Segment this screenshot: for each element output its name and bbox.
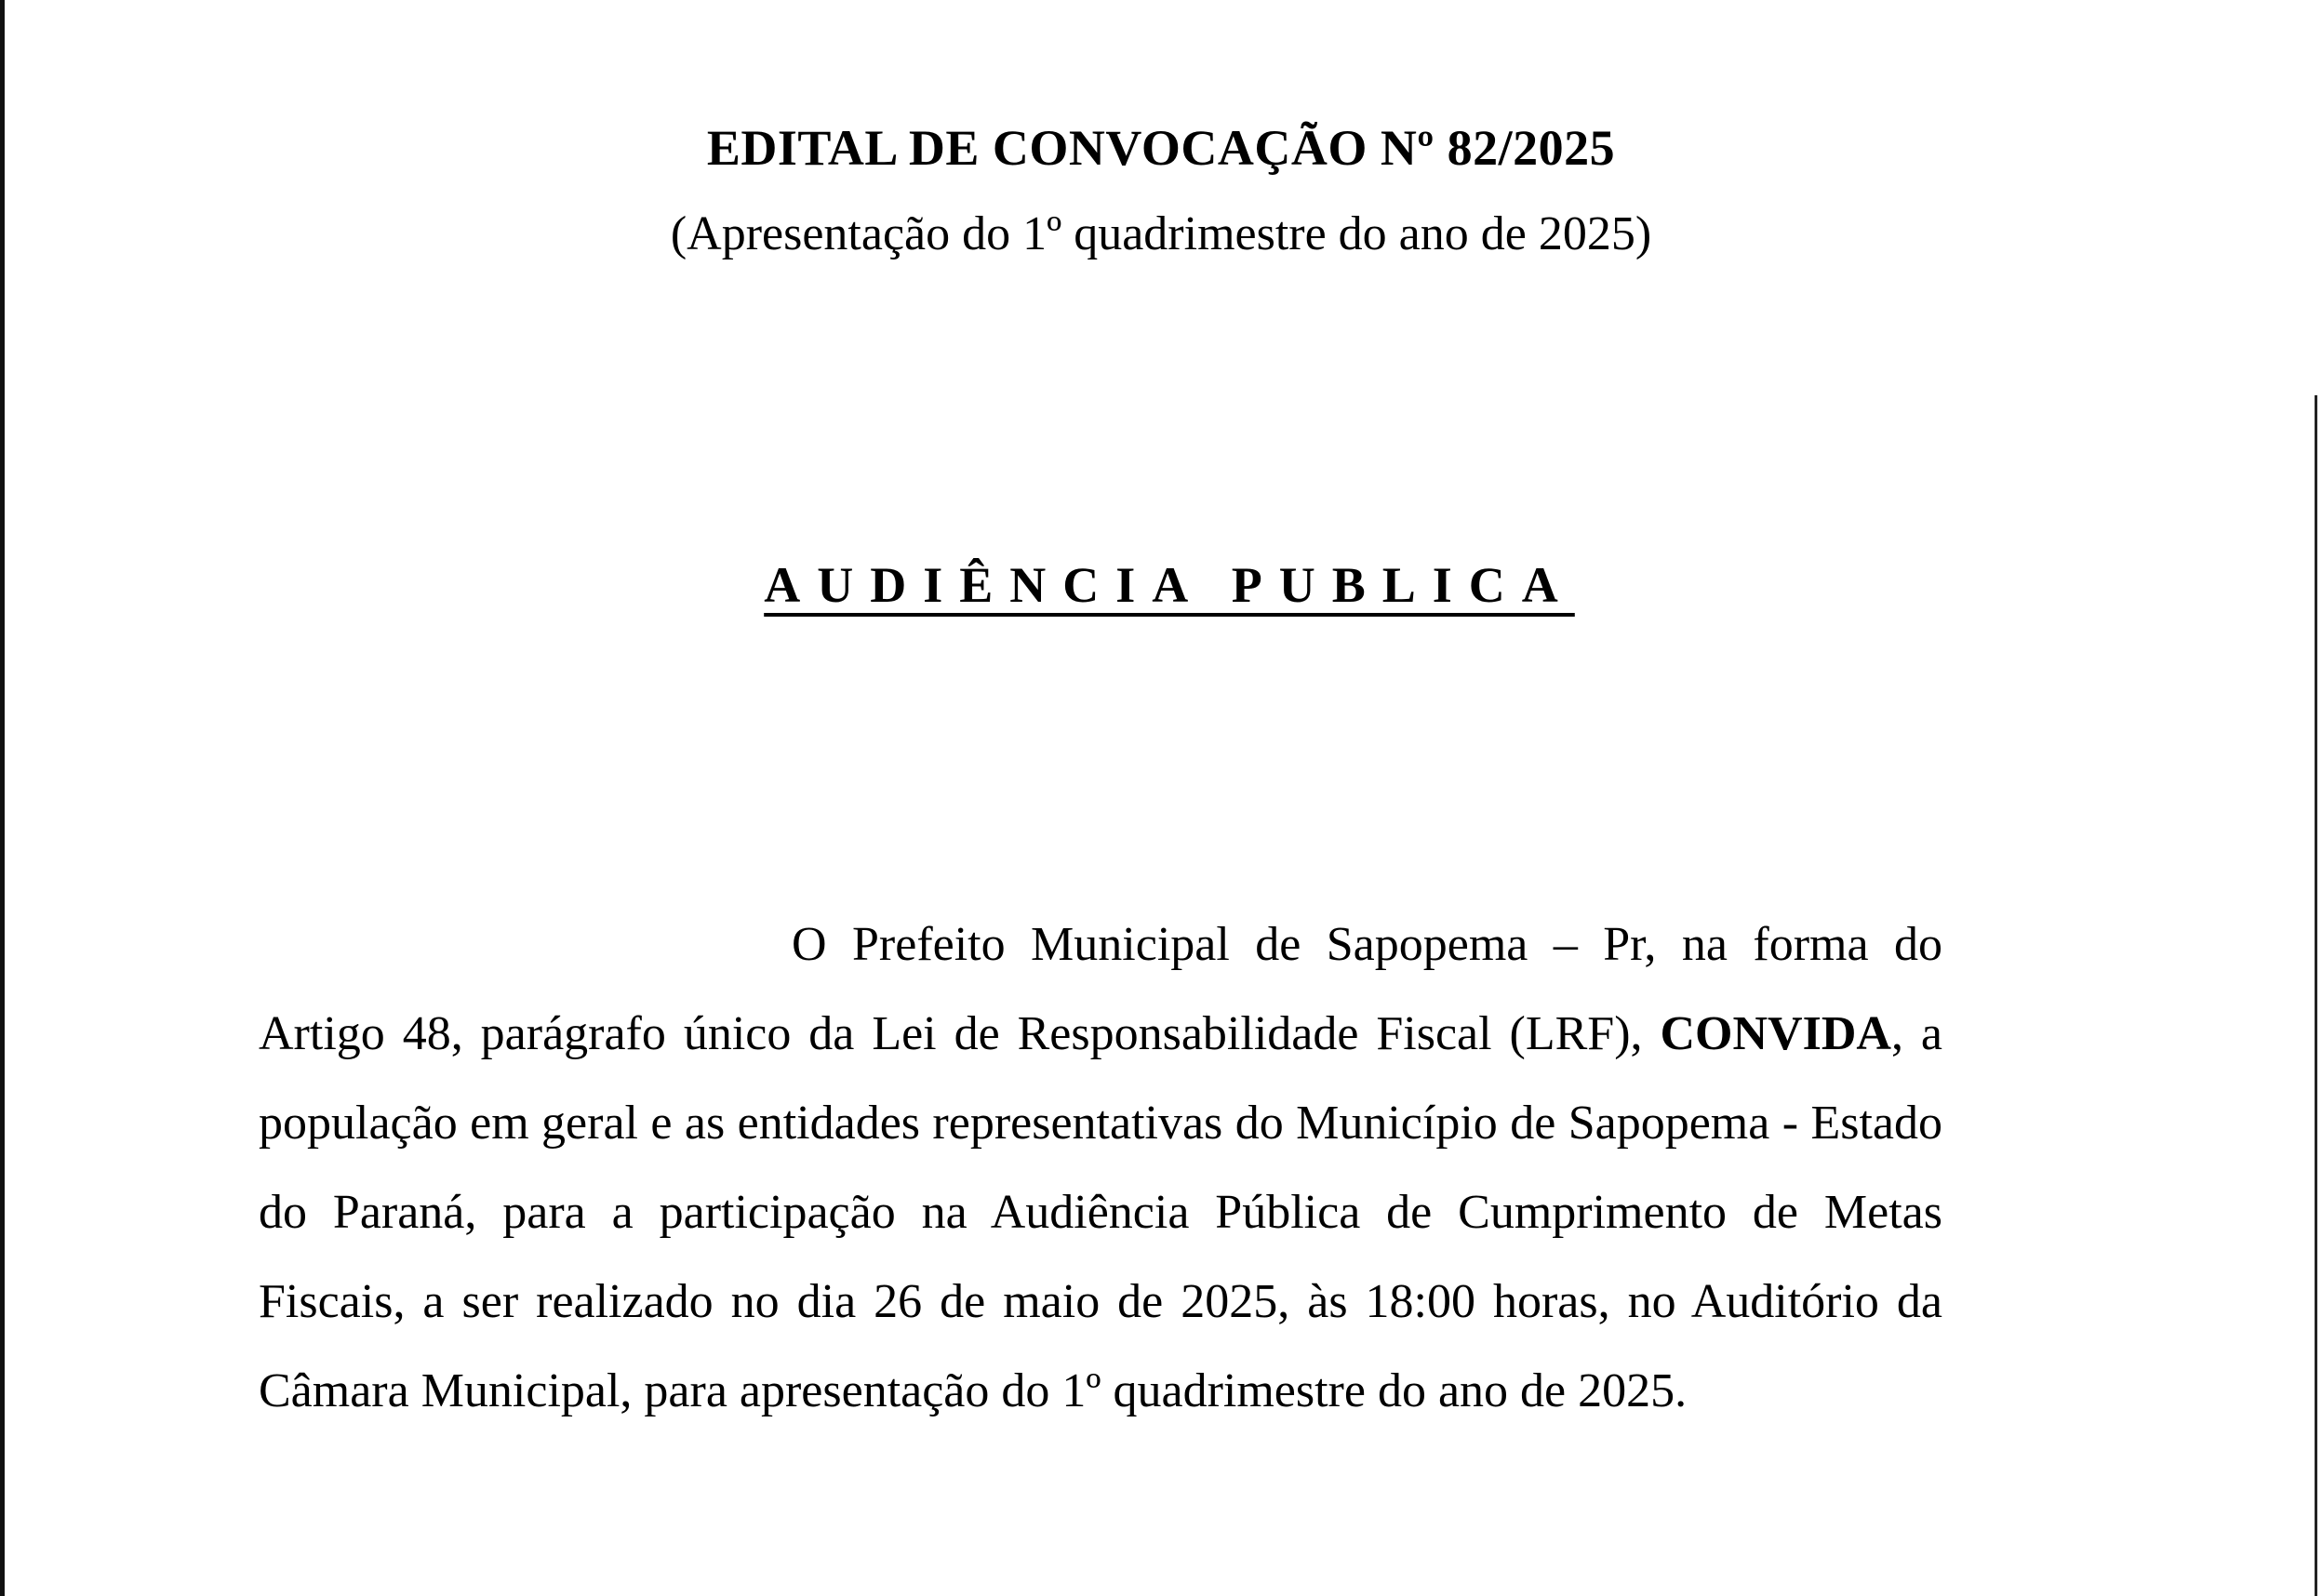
- convocation-paragraph: [259, 900, 1942, 1436]
- paragraph-emphasis: CONVIDA: [1660, 1007, 1891, 1060]
- document-title: EDITAL DE CONVOCAÇÃO Nº 82/2025: [706, 120, 1616, 176]
- paragraph-part-1: O Prefeito Municipal de Sapopema – Pr, na forma do Artigo 48, parágrafo único da Lei de Responsabilidade Fiscal (LRF),: [259, 918, 1942, 1060]
- section-heading: AUDIÊNCIA PUBLICA: [764, 557, 1575, 613]
- paragraph-part-2: , a população em geral e as entidades representativas do Município de Sapopema - Estado do Paraná, para a participação na Audiência Pública de Cumprimento de Metas Fiscais, a ser realizado no dia 26 de maio de 2025, às 18:00 horas, no Auditório da Câmara Municipal, para apresentação do 1º quadrimestre do ano de 2025.: [259, 1007, 1942, 1417]
- document-subtitle: (Apresentação do 1º quadrimestre do ano de 2025): [670, 207, 1652, 260]
- section-heading-wrapper: [0, 556, 2322, 614]
